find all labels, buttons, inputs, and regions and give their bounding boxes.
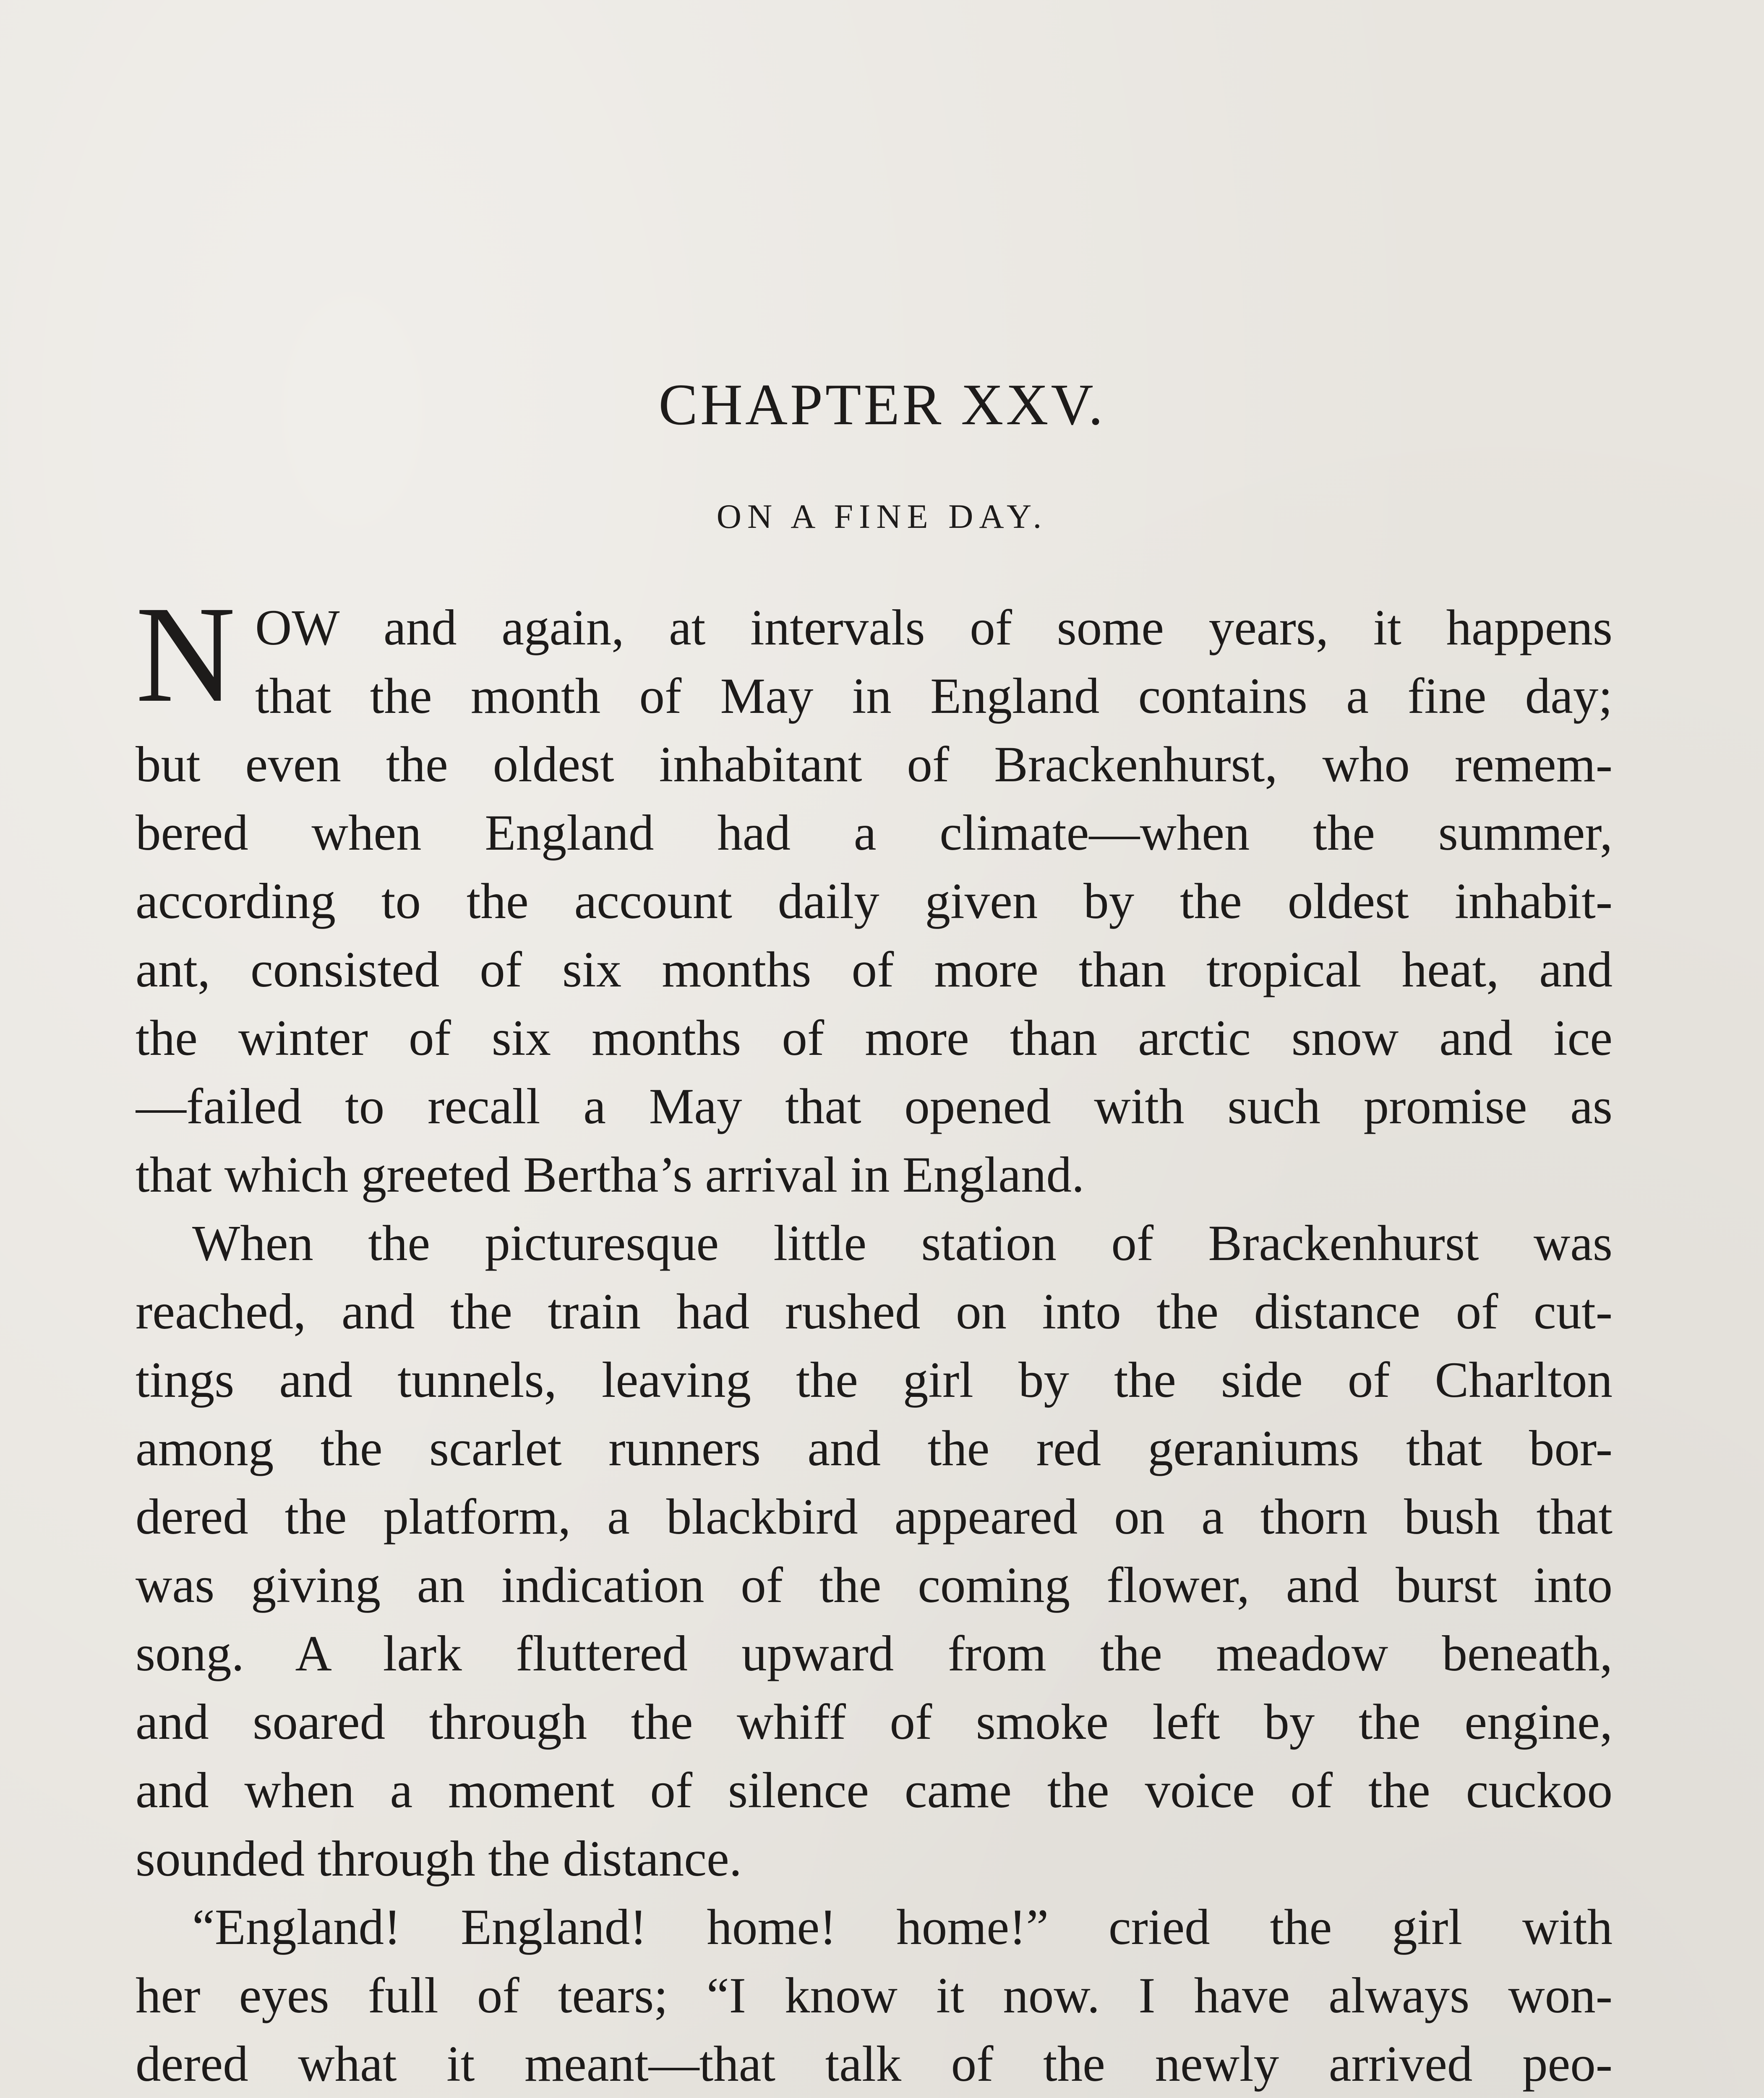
text-line: that which greeted Bertha’s arrival in England. xyxy=(136,1147,1085,1203)
text-line: among the scarlet runners and the red geraniums that bor- xyxy=(136,1420,1613,1477)
text-line: “England! England! home! home!” cried the girl with xyxy=(192,1899,1613,1955)
text-line: that the month of May in England contains a fine day; xyxy=(255,668,1613,724)
text-line: bered when England had a climate—when the summer, xyxy=(136,805,1613,861)
text-line: —failed to recall a May that opened with such promise as xyxy=(136,1078,1613,1135)
drop-cap: N xyxy=(136,578,236,731)
text-line: and when a moment of silence came the voice of the cuckoo xyxy=(136,1762,1613,1819)
text-line: song. A lark fluttered upward from the meadow beneath, xyxy=(136,1626,1613,1682)
text-line: according to the account daily given by the oldest inhabit- xyxy=(136,873,1613,929)
text-line: dered what it meant—that talk of the newly arrived peo- xyxy=(136,2036,1613,2092)
text-line: her eyes full of tears; “I know it now. I have always won- xyxy=(136,1968,1613,2024)
text-line: sounded through the distance. xyxy=(136,1831,742,1887)
text-line: the winter of six months of more than arctic snow and ice xyxy=(136,1010,1613,1066)
text-line: ant, consisted of six months of more than tropical heat, and xyxy=(136,942,1613,998)
body-text xyxy=(136,594,1613,2098)
text-line: dered the platform, a blackbird appeared on a thorn bush that xyxy=(136,1489,1613,1545)
text-line: but even the oldest inhabitant of Brackenhurst, who remem- xyxy=(136,736,1613,793)
text-line: was giving an indication of the coming flower, and burst into xyxy=(136,1557,1613,1613)
chapter-title: CHAPTER XXV. xyxy=(658,372,1106,437)
text-line: When the picturesque little station of Brackenhurst was xyxy=(192,1215,1613,1271)
text-line: tings and tunnels, leaving the girl by the side of Charlton xyxy=(136,1352,1613,1408)
text-line: OW and again, at intervals of some years, it happens xyxy=(255,600,1613,656)
chapter-subtitle: ON A FINE DAY. xyxy=(716,497,1048,535)
text-line: reached, and the train had rushed on into the distance of cut- xyxy=(136,1284,1613,1340)
text-line: and soared through the whiff of smoke left by the engine, xyxy=(136,1694,1613,1750)
